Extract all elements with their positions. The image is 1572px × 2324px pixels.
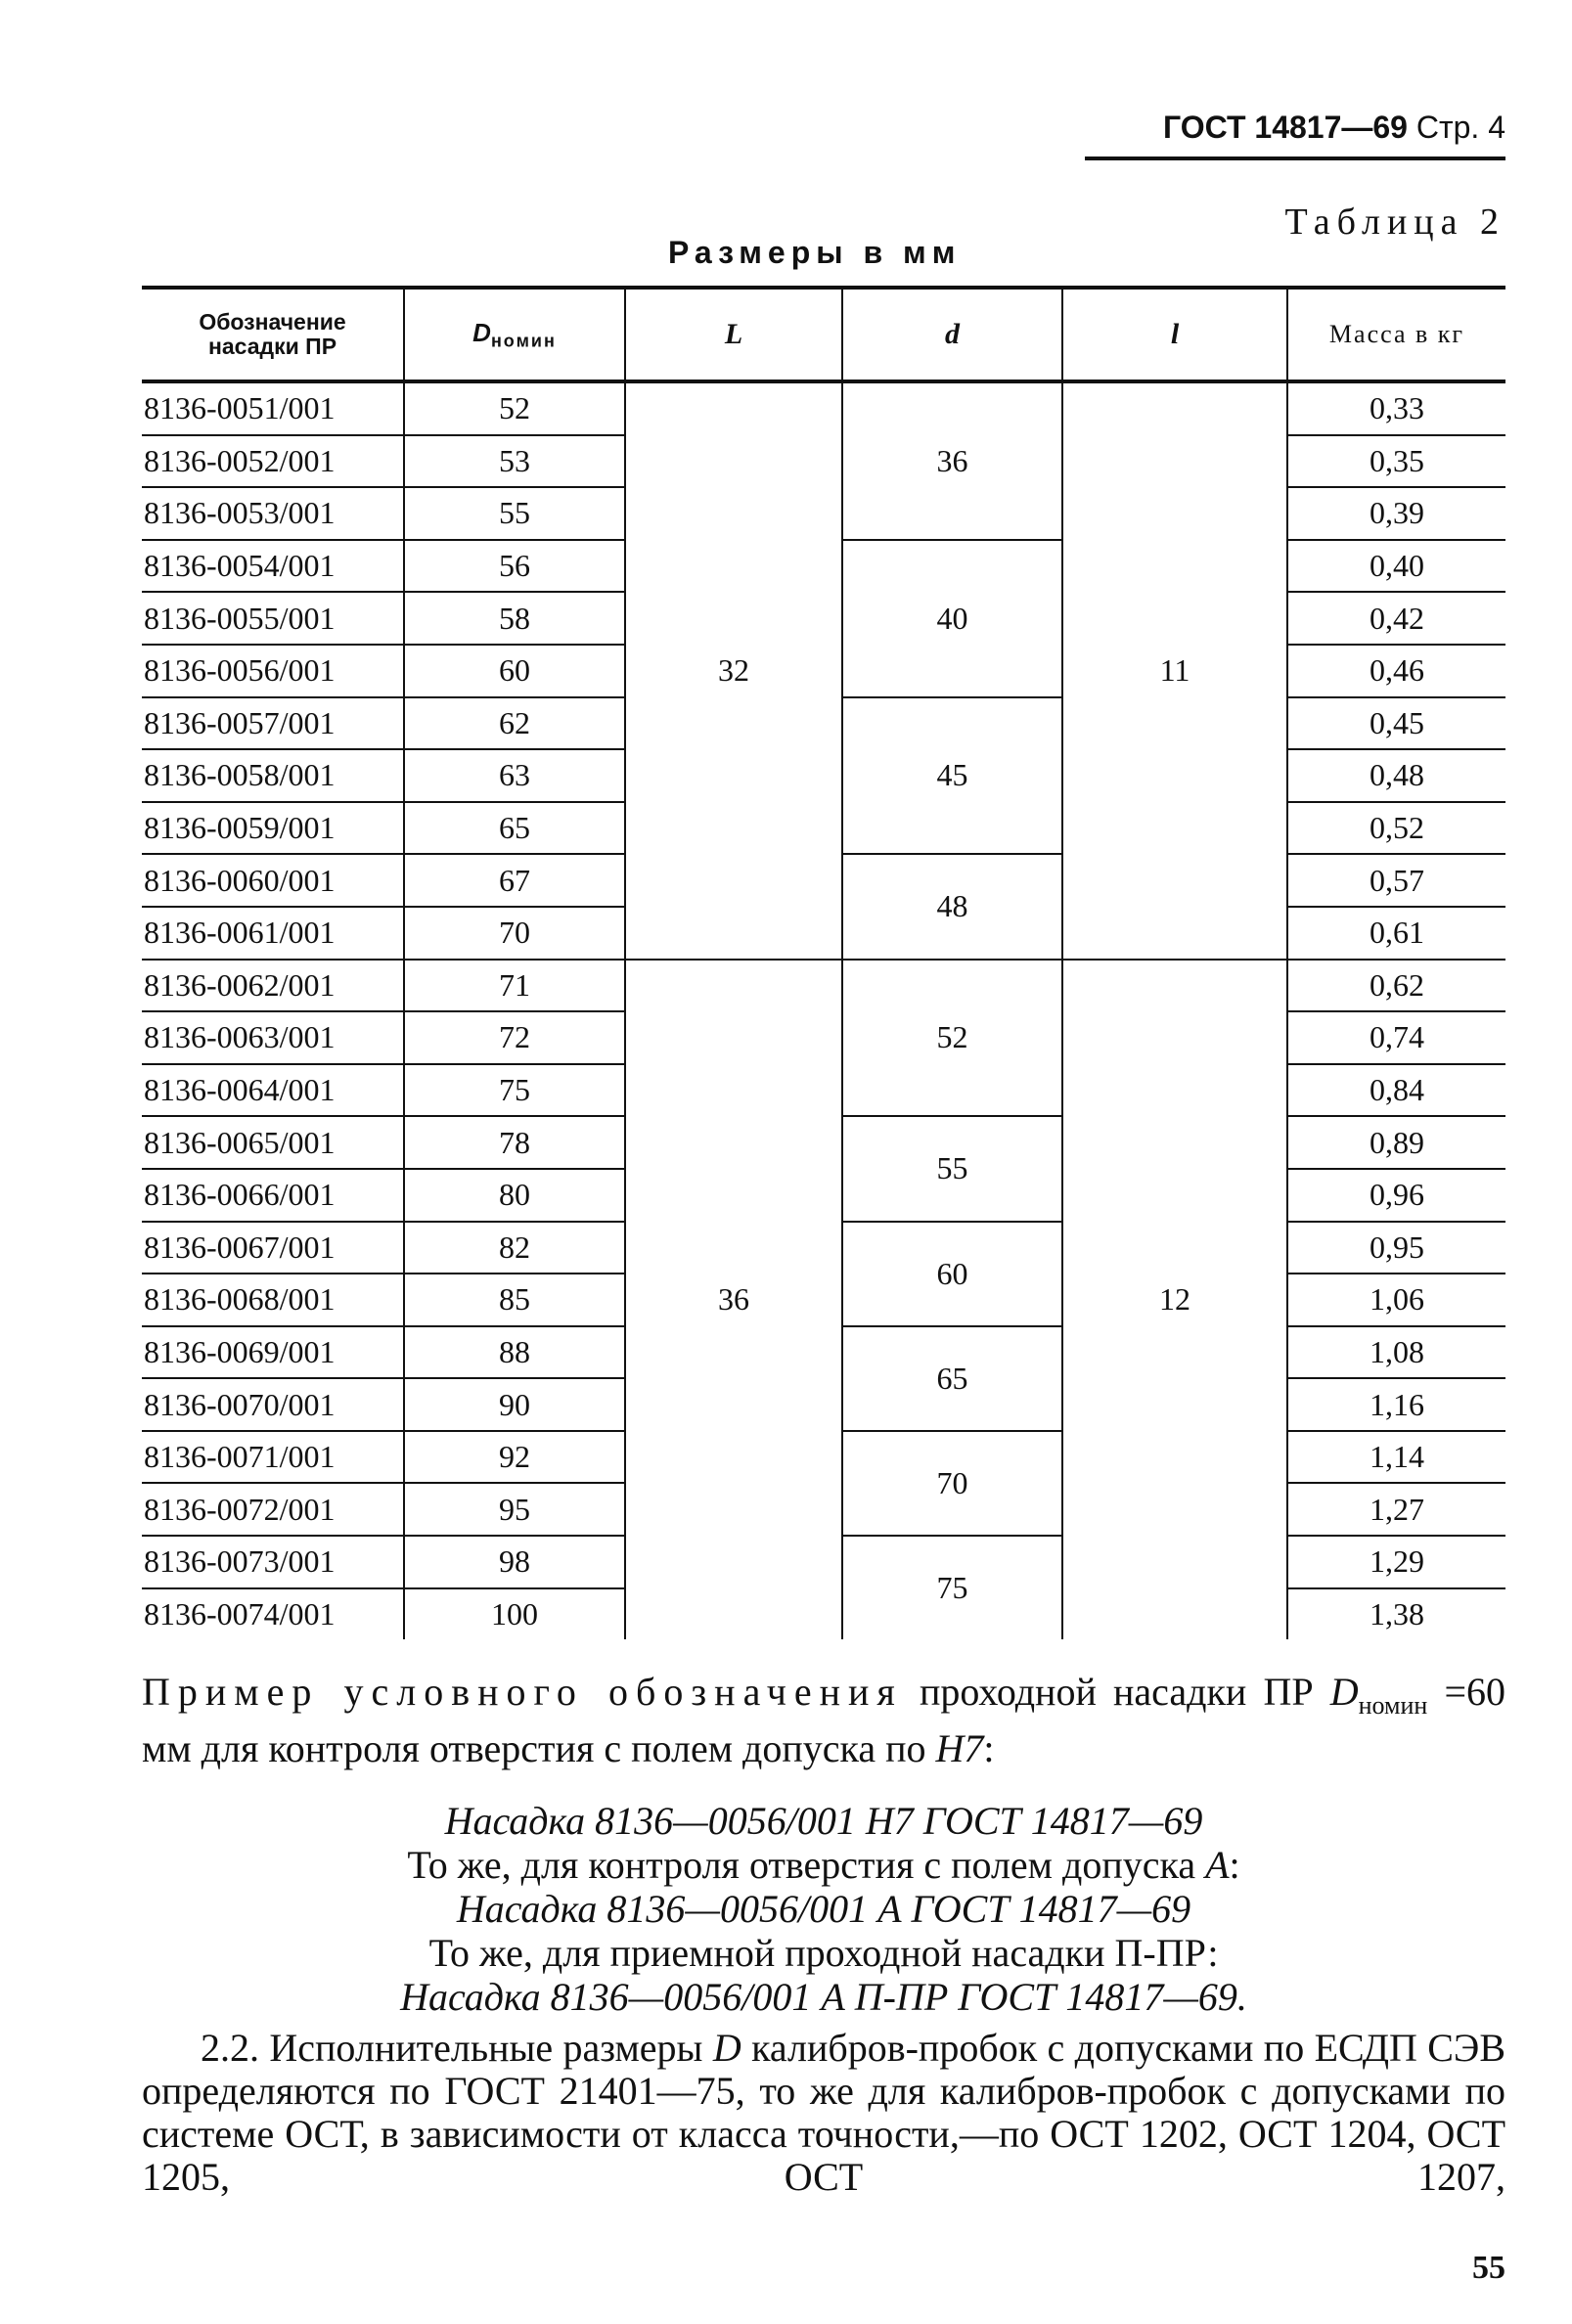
same1-text: То же, для контроля отверстия с полем допуска [407, 1843, 1206, 1887]
cell-mass: 1,06 [1287, 1274, 1505, 1326]
cell-d-diameter: 55 [842, 1116, 1062, 1221]
cell-d-nom: 98 [404, 1536, 625, 1588]
cell-d-diameter: 75 [842, 1536, 1062, 1639]
cell-d-nom: 92 [404, 1431, 625, 1484]
cell-code: 8136-0068/001 [142, 1274, 404, 1326]
cell-d-nom: 82 [404, 1222, 625, 1274]
col-header-d-nom [404, 288, 625, 381]
para1-tail: =60 мм для контроля отверстия с полем допуска по [142, 1670, 1505, 1770]
col-header-code [142, 288, 404, 381]
col-header-L: L [625, 288, 842, 381]
cell-code: 8136-0061/001 [142, 907, 404, 960]
cell-mass: 0,61 [1287, 907, 1505, 960]
clause-2-2-paragraph [142, 2027, 1505, 2199]
page-number: 55 [1472, 2250, 1505, 2286]
cell-mass: 0,74 [1287, 1011, 1505, 1064]
cell-d-nom: 88 [404, 1326, 625, 1379]
cell-mass: 0,46 [1287, 645, 1505, 697]
dimensions-table [142, 286, 1505, 1639]
cell-d-nom: 55 [404, 487, 625, 540]
cell-mass: 0,42 [1287, 592, 1505, 645]
cell-d-diameter: 40 [842, 540, 1062, 697]
cell-code: 8136-0064/001 [142, 1064, 404, 1117]
cell-code: 8136-0060/001 [142, 854, 404, 907]
cell-d-diameter: 60 [842, 1222, 1062, 1326]
cell-d-diameter: 65 [842, 1326, 1062, 1431]
cell-l-width: 11 [1062, 381, 1287, 960]
cell-d-nom: 53 [404, 435, 625, 488]
cell-l-length: 32 [625, 381, 842, 960]
cell-d-nom: 95 [404, 1483, 625, 1536]
cell-d-nom: 56 [404, 540, 625, 593]
cell-mass: 0,35 [1287, 435, 1505, 488]
para2-D: D [712, 2026, 741, 2070]
cell-mass: 0,95 [1287, 1222, 1505, 1274]
cell-code: 8136-0059/001 [142, 802, 404, 855]
cell-d-diameter: 70 [842, 1431, 1062, 1536]
col-header-d-nom-sub: номин [490, 331, 557, 351]
cell-code: 8136-0052/001 [142, 435, 404, 488]
cell-d-nom: 90 [404, 1378, 625, 1431]
cell-code: 8136-0057/001 [142, 697, 404, 750]
cell-d-nom: 75 [404, 1064, 625, 1117]
cell-d-nom: 78 [404, 1116, 625, 1169]
cell-code: 8136-0073/001 [142, 1536, 404, 1588]
cell-code: 8136-0056/001 [142, 645, 404, 697]
cell-code: 8136-0063/001 [142, 1011, 404, 1064]
example-designation-2: Насадка 8136—0056/001 А ГОСТ 14817—69 [456, 1887, 1191, 1931]
cell-mass: 0,33 [1287, 381, 1505, 435]
cell-d-diameter: 36 [842, 381, 1062, 540]
col-header-code-line1: Обозначение [199, 309, 346, 335]
cell-mass: 0,52 [1287, 802, 1505, 855]
cell-d-nom: 85 [404, 1274, 625, 1326]
units-label: Размеры в мм [668, 235, 962, 270]
cell-mass: 0,40 [1287, 540, 1505, 593]
cell-code: 8136-0054/001 [142, 540, 404, 593]
cell-mass: 0,96 [1287, 1169, 1505, 1222]
table-header-row [142, 288, 1505, 381]
para2-a: 2.2. Исполнительные размеры [201, 2026, 713, 2070]
cell-mass: 1,16 [1287, 1378, 1505, 1431]
col-header-d: d [842, 288, 1062, 381]
cell-code: 8136-0065/001 [142, 1116, 404, 1169]
same-for-tolerance-a [142, 1844, 1505, 1887]
cell-d-nom: 62 [404, 697, 625, 750]
col-header-l: l [1062, 288, 1287, 381]
col-header-d-nom-main: D [472, 317, 491, 347]
example-designation-1: Насадка 8136—0056/001 Н7 ГОСТ 14817—69 [444, 1799, 1203, 1843]
col-header-mass: Масса в кг [1287, 288, 1505, 381]
cell-mass: 0,89 [1287, 1116, 1505, 1169]
col-header-code-line2: насадки ПР [207, 334, 337, 359]
cell-mass: 0,39 [1287, 487, 1505, 540]
table-row [142, 960, 1505, 1012]
cell-code: 8136-0070/001 [142, 1378, 404, 1431]
cell-mass: 1,38 [1287, 1588, 1505, 1640]
para1-dnom: D [1329, 1670, 1359, 1714]
cell-d-nom: 58 [404, 592, 625, 645]
cell-mass: 0,48 [1287, 749, 1505, 802]
cell-d-nom: 100 [404, 1588, 625, 1640]
cell-d-diameter: 52 [842, 960, 1062, 1117]
cell-mass: 1,29 [1287, 1536, 1505, 1588]
designation-example-paragraph [142, 1671, 1505, 1770]
cell-code: 8136-0072/001 [142, 1483, 404, 1536]
cell-code: 8136-0058/001 [142, 749, 404, 802]
cell-mass: 1,08 [1287, 1326, 1505, 1379]
cell-code: 8136-0074/001 [144, 1595, 336, 1631]
cell-code: 8136-0062/001 [142, 960, 404, 1012]
table-body [142, 381, 1505, 1639]
table-row [142, 381, 1505, 435]
cell-d-nom: 65 [404, 802, 625, 855]
para1-dnom-sub: номин [1358, 1691, 1428, 1720]
same1-colon: : [1229, 1843, 1240, 1887]
same1-fit: А [1205, 1843, 1230, 1887]
cell-code: 8136-0055/001 [142, 592, 404, 645]
cell-l-width: 12 [1062, 960, 1287, 1640]
page-header [1085, 110, 1505, 146]
same-for-acceptance: То же, для приемной проходной насадки П-ПР: [428, 1931, 1219, 1975]
cell-d-nom: 63 [404, 749, 625, 802]
header-rule [1085, 156, 1505, 160]
page-ref: Стр. 4 [1415, 110, 1505, 145]
para1-rest: проходной насадки ПР [902, 1670, 1330, 1714]
cell-d-diameter: 45 [842, 697, 1062, 855]
cell-mass: 1,27 [1287, 1483, 1505, 1536]
cell-code: 8136-0067/001 [142, 1222, 404, 1274]
cell-d-nom: 60 [404, 645, 625, 697]
table-label: Таблица 2 [1284, 201, 1505, 243]
cell-d-nom: 71 [404, 960, 625, 1012]
cell-code: 8136-0071/001 [142, 1431, 404, 1484]
cell-mass: 0,84 [1287, 1064, 1505, 1117]
standard-number: ГОСТ 14817—69 [1163, 110, 1408, 145]
cell-l-length: 36 [625, 960, 842, 1640]
para1-spaced-text: Пример условного обозначения [142, 1670, 903, 1714]
example-designation-3: Насадка 8136—0056/001 А П-ПР ГОСТ 14817—69. [400, 1975, 1247, 2019]
para1-fit: Н7 [935, 1726, 984, 1770]
para2-b: калибров-пробок с допусками по ЕСДП СЭВ определяются по ГОСТ 21401—75, то же для калибров-пробок с допусками по системе ОСТ, в зависимости от класса точности,—по ОСТ 1202, ОСТ 1204, ОСТ 1205, ОСТ 1207, [142, 2026, 1505, 2199]
cell-mass: 0,45 [1287, 697, 1505, 750]
cell-d-diameter: 48 [842, 854, 1062, 959]
cell-code: 8136-0069/001 [142, 1326, 404, 1379]
cell-code: 8136-0066/001 [142, 1169, 404, 1222]
cell-mass: 1,14 [1287, 1431, 1505, 1484]
cell-code: 8136-0051/001 [142, 381, 404, 435]
cell-code: 8136-0053/001 [142, 487, 404, 540]
cell-d-nom: 67 [404, 854, 625, 907]
cell-d-nom: 70 [404, 907, 625, 960]
cell-d-nom: 52 [404, 381, 625, 435]
cell-mass: 0,57 [1287, 854, 1505, 907]
cell-mass: 0,62 [1287, 960, 1505, 1012]
cell-d-nom: 80 [404, 1169, 625, 1222]
para1-colon: : [983, 1726, 995, 1770]
cell-d-nom: 72 [404, 1011, 625, 1064]
